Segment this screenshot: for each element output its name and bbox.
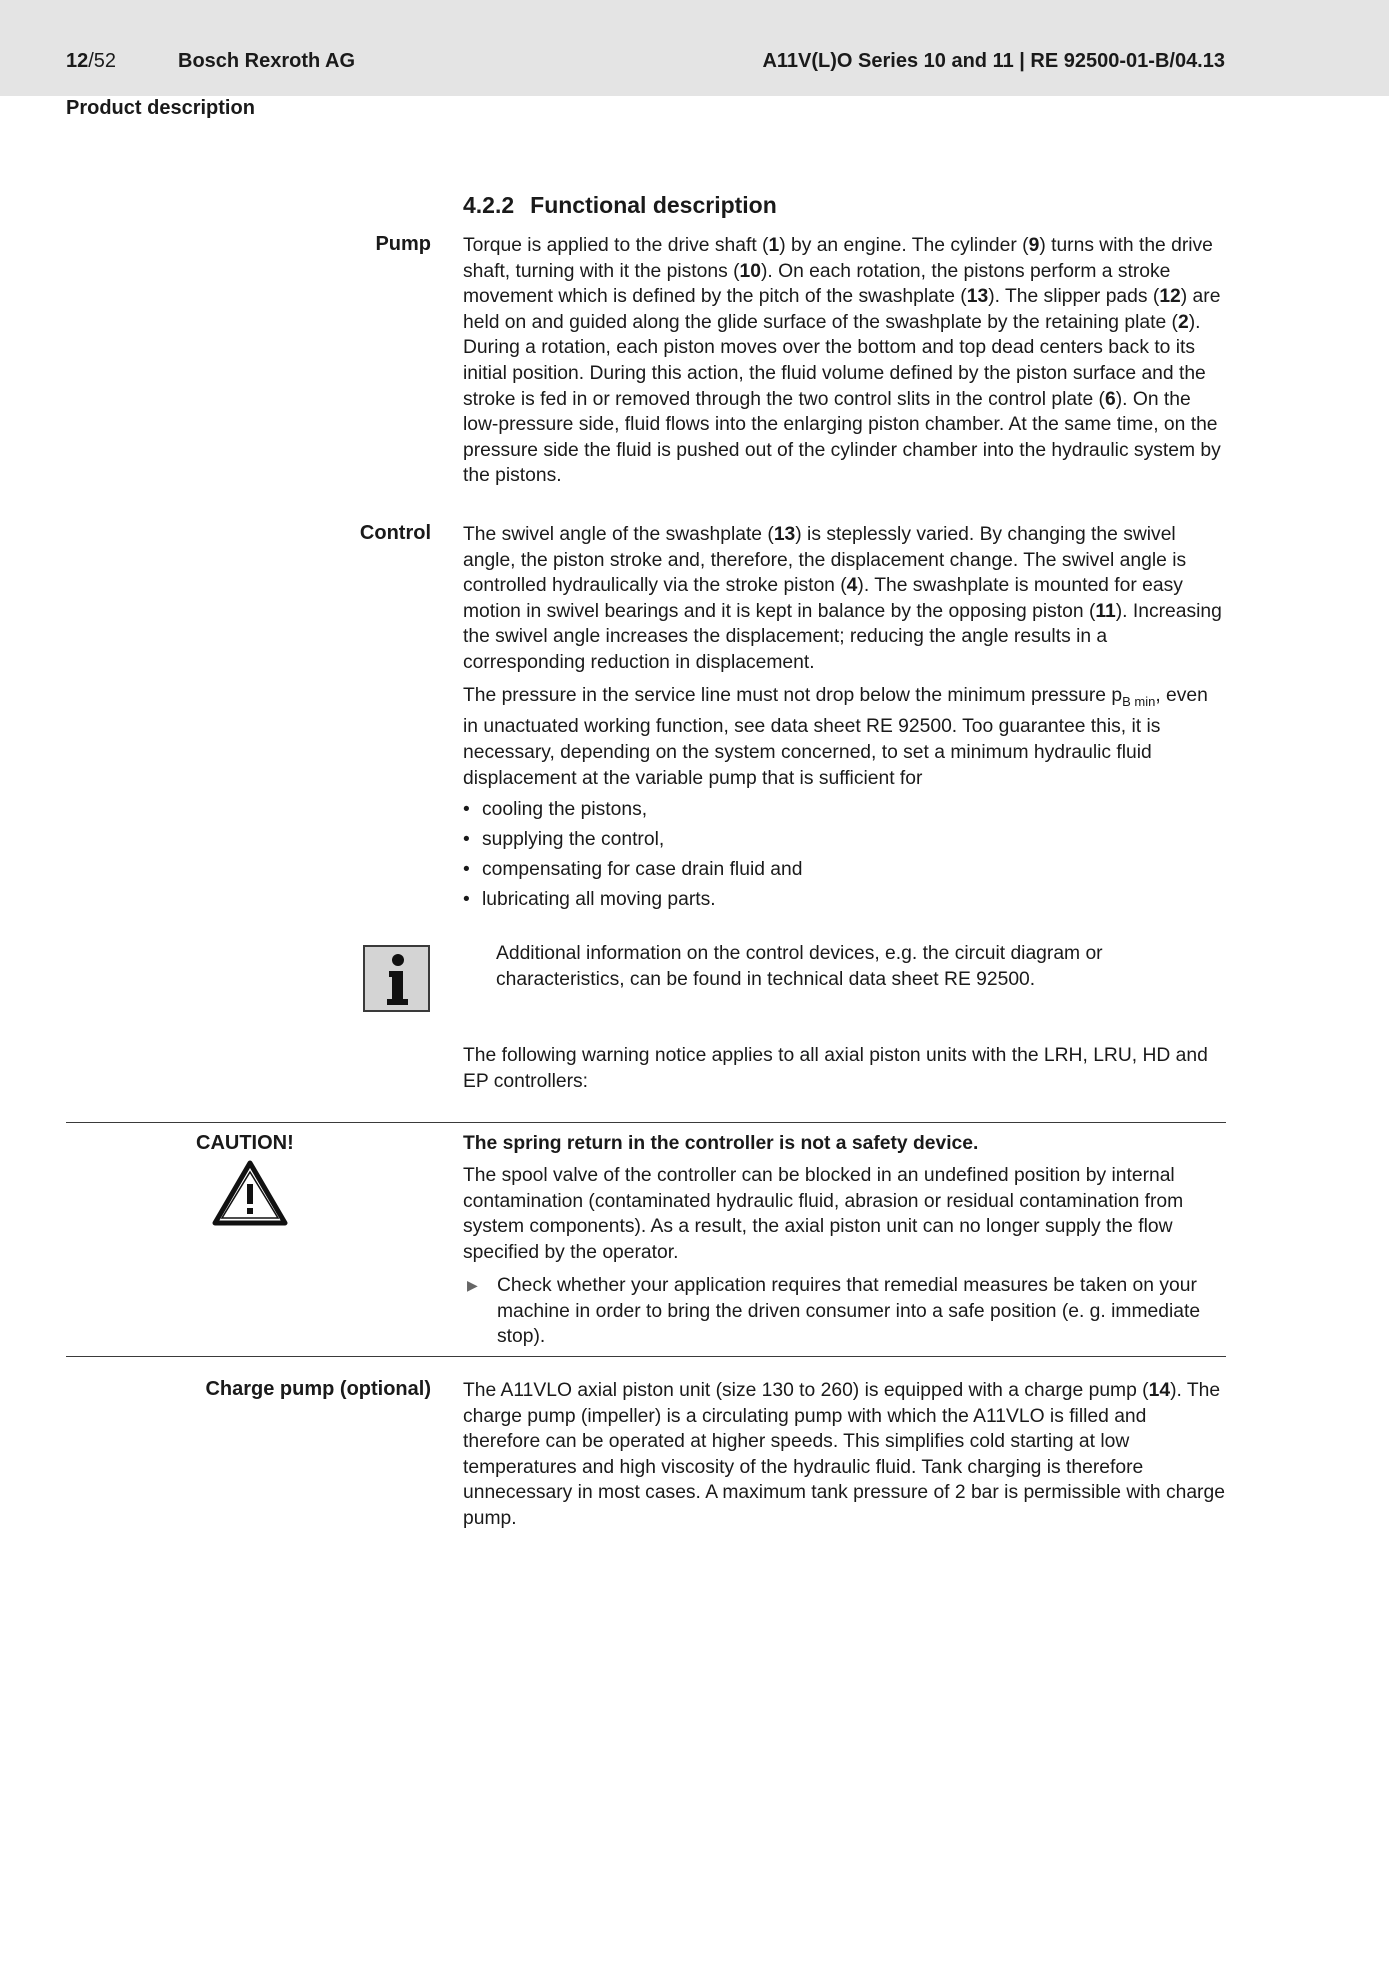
info-note-text: Additional information on the control devices, e.g. the circuit diagram or characteristics, can be found in technical data sheet RE 92500. bbox=[496, 943, 1103, 990]
control-paragraph-1: The swivel angle of the swashplate (13) is steplessly varied. By changing the swivel angle, the piston stroke and, therefore, the displacement change. The swivel angle is controlled hydraulically via the stroke piston (4). The swashplate is mounted for easy motion in swivel bearings and it is kept in balance by the opposing piston (11). Increasing the swivel angle increases the displacement; reducing the angle results in a corresponding reduction in displacement. bbox=[463, 524, 1222, 673]
control-label: Control bbox=[359, 522, 431, 544]
list-item: • lubricating all moving parts. bbox=[463, 885, 1228, 915]
heading-title: Functional description bbox=[530, 192, 777, 218]
pump-label: Pump bbox=[375, 233, 431, 255]
heading-number: 4.2.2 bbox=[463, 192, 515, 218]
list-item: • supplying the control, bbox=[463, 825, 1228, 855]
pump-paragraph: Torque is applied to the drive shaft (1) by an engine. The cylinder (9) turns with the drive shaft, turning with it the pistons (10). On each rotation, the pistons perform a stroke movement which is defined by the pitch of the swashplate (13). The slipper pads (12) are held on and guided along the glide surface of the swashplate by the retaining plate (2). During a rotation, each piston moves over the bottom and top dead centers back to its initial position. During this action, the fluid volume defined by the piston surface and the stroke is fed in or removed through the two control slits in the control plate (6). On the low-pressure side, fluid flows into the enlarging piston chamber. At the same time, on the pressure side the fluid is pushed out of the cylinder chamber into the hydraulic system by the pistons. bbox=[463, 235, 1221, 487]
caution-label: CAUTION! bbox=[196, 1132, 294, 1154]
section-label: Product description bbox=[66, 97, 255, 119]
caution-action: ▶ Check whether your application requires that remedial measures be taken on your machine in order to bring the driven consumer into a safe position (e. g. immediate stop). bbox=[467, 1275, 1201, 1348]
section-heading bbox=[463, 192, 777, 219]
caution-text: The spool valve of the controller can be blocked in an undefined position by internal contamination (contaminated hydraulic fluid, abrasion or residual contamination from system components). As a result, the axial piston unit can no longer supply the flow specified by the operator. bbox=[463, 1165, 1184, 1263]
charge-pump-label: Charge pump (optional) bbox=[205, 1378, 431, 1400]
divider bbox=[66, 1356, 1226, 1357]
list-item: • compensating for case drain fluid and bbox=[463, 855, 1228, 885]
control-paragraph-2: The pressure in the service line must not drop below the minimum pressure $p_{B min}$, even in unactuated working function, see data sheet RE 92500. Too guarantee this, it is necessary, depending on the system concerned, to set a minimum hydraulic fluid displacement at the variable pump that is sufficient for bbox=[463, 685, 1208, 789]
warning-triangle-icon bbox=[212, 1160, 288, 1231]
page-header bbox=[0, 0, 1389, 96]
arrow-right-icon: ▶ bbox=[467, 1277, 478, 1293]
divider bbox=[66, 1122, 1226, 1123]
list-item: • cooling the pistons, bbox=[463, 795, 1228, 825]
info-icon bbox=[363, 945, 430, 1012]
document-title: A11V(L)O Series 10 and 11 | RE 92500-01-B/04.13 bbox=[762, 50, 1225, 72]
requirements-list bbox=[463, 795, 1228, 915]
company-name: Bosch Rexroth AG bbox=[178, 50, 356, 72]
page-number: 12/52 bbox=[66, 50, 117, 72]
charge-pump-paragraph: The A11VLO axial piston unit (size 130 to 260) is equipped with a charge pump (14). The charge pump (impeller) is a circulating pump with which the A11VLO is filled and therefore can be operated at higher speeds. This simplifies cold starting at low temperatures and high viscosity of the hydraulic fluid. Tank charging is therefore unnecessary in most cases. A maximum tank pressure of 2 bar is permissible with charge pump. bbox=[463, 1380, 1225, 1529]
caution-title: The spring return in the controller is not a safety device. bbox=[463, 1133, 979, 1154]
warning-intro: The following warning notice applies to all axial piston units with the LRH, LRU, HD and EP controllers: bbox=[463, 1045, 1208, 1092]
